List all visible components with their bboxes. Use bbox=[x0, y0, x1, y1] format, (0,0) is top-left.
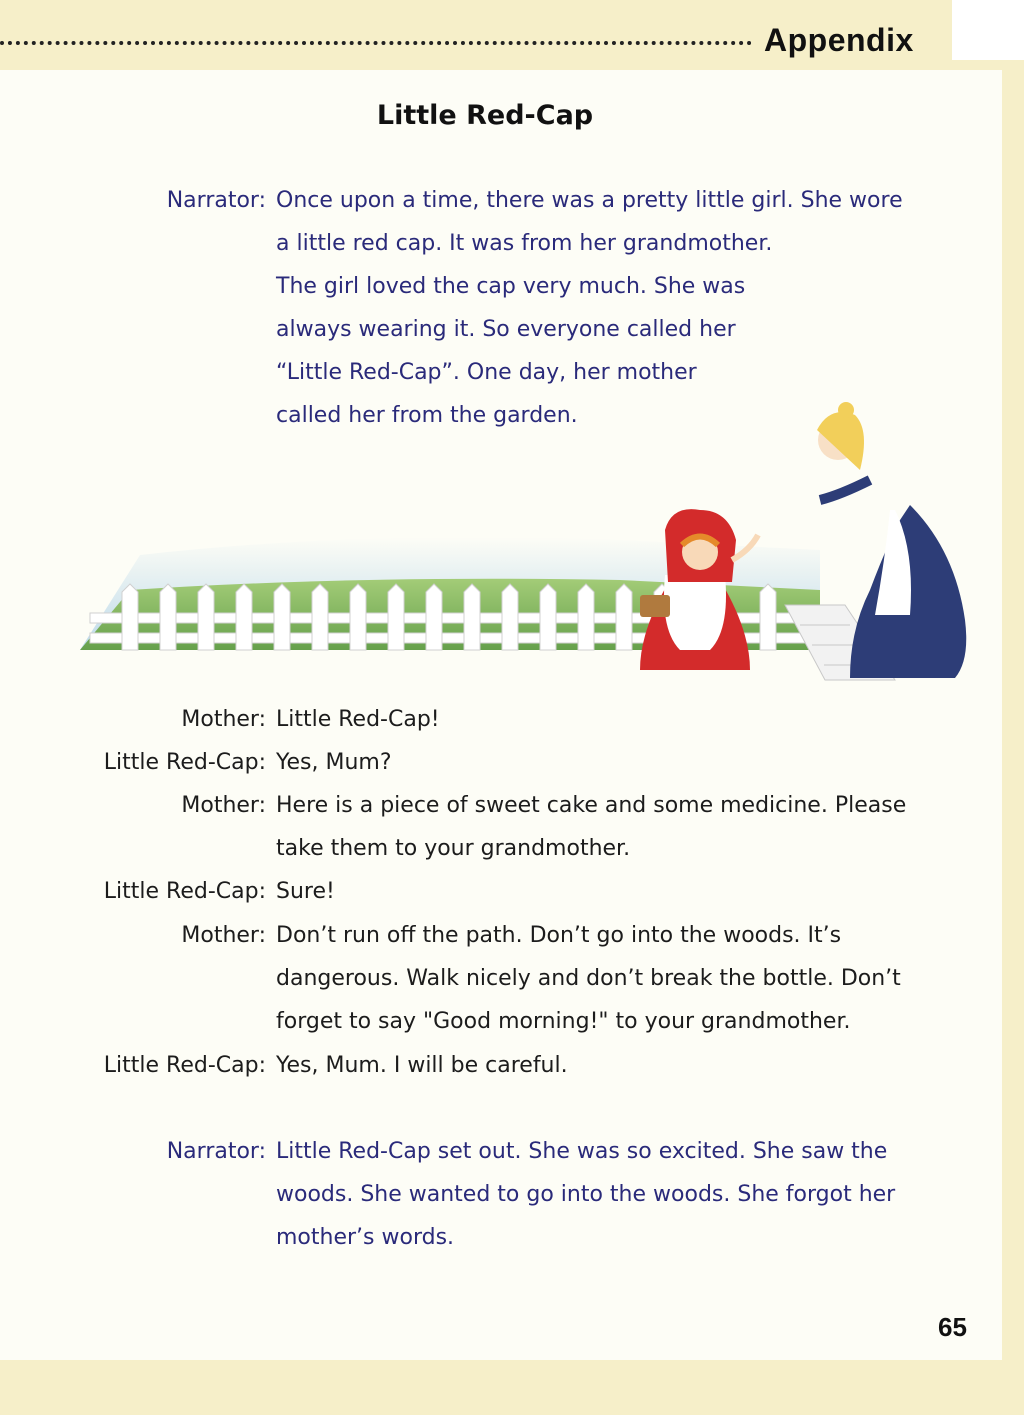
dialogue-line: Don’t run off the path. Don’t go into the woods. It’s bbox=[276, 923, 842, 948]
narration-line: The girl loved the cap very much. She was bbox=[276, 274, 746, 299]
story-illustration bbox=[60, 400, 990, 700]
dialogue-line: take them to your grandmother. bbox=[276, 836, 631, 861]
dialogue-line: Yes, Mum? bbox=[276, 750, 392, 775]
narration-line: a little red cap. It was from her grandmother. bbox=[276, 231, 773, 256]
speaker-label: Mother: bbox=[181, 923, 266, 948]
speaker-label: Little Red-Cap: bbox=[103, 1053, 266, 1078]
narration-line: Once upon a time, there was a pretty little girl. She wore bbox=[276, 188, 903, 213]
narration-line: called her from the garden. bbox=[276, 403, 578, 428]
story-title: Little Red-Cap bbox=[376, 100, 594, 131]
dialogue-line: Sure! bbox=[276, 879, 335, 904]
narrator-label: Narrator: bbox=[166, 188, 266, 213]
narrator-label: Narrator: bbox=[166, 1139, 266, 1164]
speaker-label: Mother: bbox=[181, 707, 266, 732]
dialogue-line: Here is a piece of sweet cake and some medicine. Please bbox=[276, 793, 907, 818]
dialogue-line: Yes, Mum. I will be careful. bbox=[276, 1053, 568, 1078]
dialogue-line: dangerous. Walk nicely and don’t break the bottle. Don’t bbox=[276, 966, 901, 991]
narration-line: always wearing it. So everyone called her bbox=[276, 317, 736, 342]
dialogue-line: Little Red-Cap! bbox=[276, 707, 440, 732]
narration-line: woods. She wanted to go into the woods. She forgot her bbox=[276, 1182, 896, 1207]
narration-line: Little Red-Cap set out. She was so excited. She saw the bbox=[276, 1139, 888, 1164]
speaker-label: Little Red-Cap: bbox=[103, 879, 266, 904]
header-strip bbox=[0, 0, 1024, 62]
narration-line: mother’s words. bbox=[276, 1225, 455, 1250]
header-tab bbox=[952, 0, 1024, 60]
page-number: 65 bbox=[938, 1312, 967, 1342]
narration-line: “Little Red-Cap”. One day, her mother bbox=[276, 360, 697, 385]
section-label: Appendix bbox=[764, 22, 914, 58]
header-dotted-rule bbox=[0, 41, 752, 45]
speaker-label: Little Red-Cap: bbox=[103, 750, 266, 775]
speaker-label: Mother: bbox=[181, 793, 266, 818]
dialogue-line: forget to say "Good morning!" to your grandmother. bbox=[276, 1009, 851, 1034]
